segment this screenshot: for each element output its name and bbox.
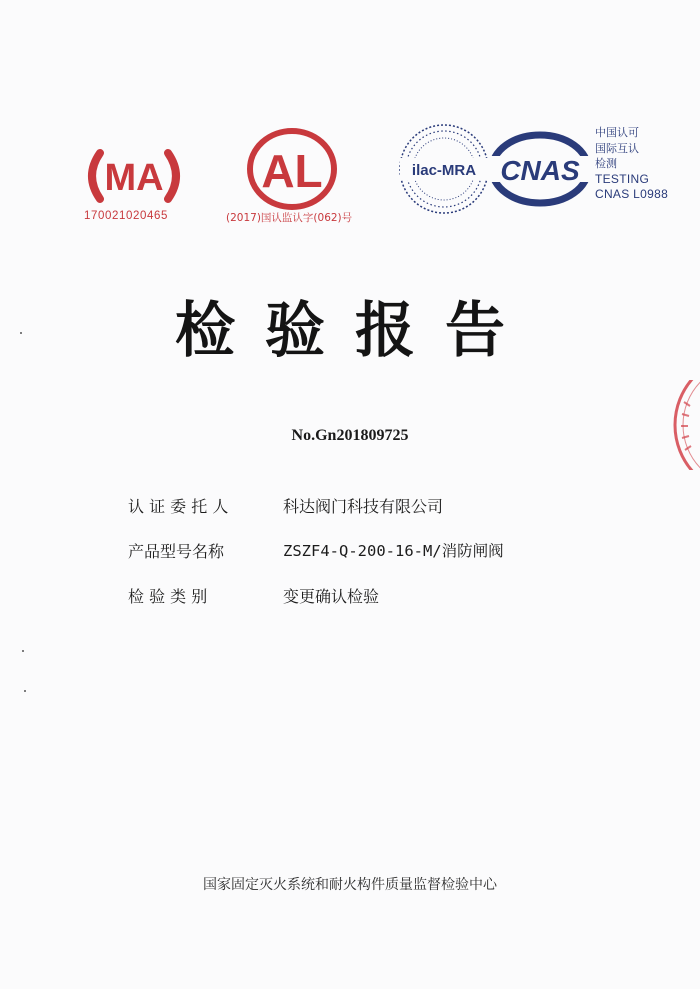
ilac-text: ilac-MRA — [411, 162, 477, 179]
cnas-logo — [488, 130, 592, 208]
category-value: 变更确认检验 — [283, 587, 380, 606]
cma-logo — [80, 143, 188, 209]
product-value: ZSZF4-Q-200-16-M/消防闸阀 — [283, 542, 504, 560]
scan-speck — [20, 332, 22, 334]
official-seal — [670, 380, 700, 470]
ilac-mra-logo — [396, 120, 492, 218]
product-label: 产品型号名称 — [128, 542, 225, 561]
cal-logo — [244, 127, 340, 217]
report-title: 检验报告 — [175, 296, 535, 366]
cnas-line-1: 中国认可 — [595, 126, 639, 139]
category-label: 检 验 类 别 — [128, 587, 208, 606]
cma-number: 170021020465 — [84, 210, 168, 222]
client-label: 认 证 委 托 人 — [128, 497, 229, 516]
scan-speck — [22, 650, 24, 652]
client-value: 科达阀门科技有限公司 — [283, 497, 444, 516]
cnas-line-4: TESTING — [595, 171, 650, 186]
cnas-line-2: 国际互认 — [595, 141, 639, 155]
cnas-text: CNAS — [500, 155, 580, 186]
cal-caption: (2017)国认监认字(062)号 — [226, 212, 353, 224]
cma-letters: MA — [104, 157, 164, 199]
cnas-line-3: 检测 — [595, 157, 617, 170]
cnas-accreditation-text — [595, 125, 668, 203]
cal-letters: AL — [261, 145, 323, 197]
cnas-line-5: CNAS L0988 — [595, 187, 669, 201]
report-number: No.Gn201809725 — [291, 427, 409, 444]
issuing-organization: 国家固定灭火系统和耐火构件质量监督检验中心 — [203, 877, 497, 893]
scan-speck — [24, 690, 26, 692]
